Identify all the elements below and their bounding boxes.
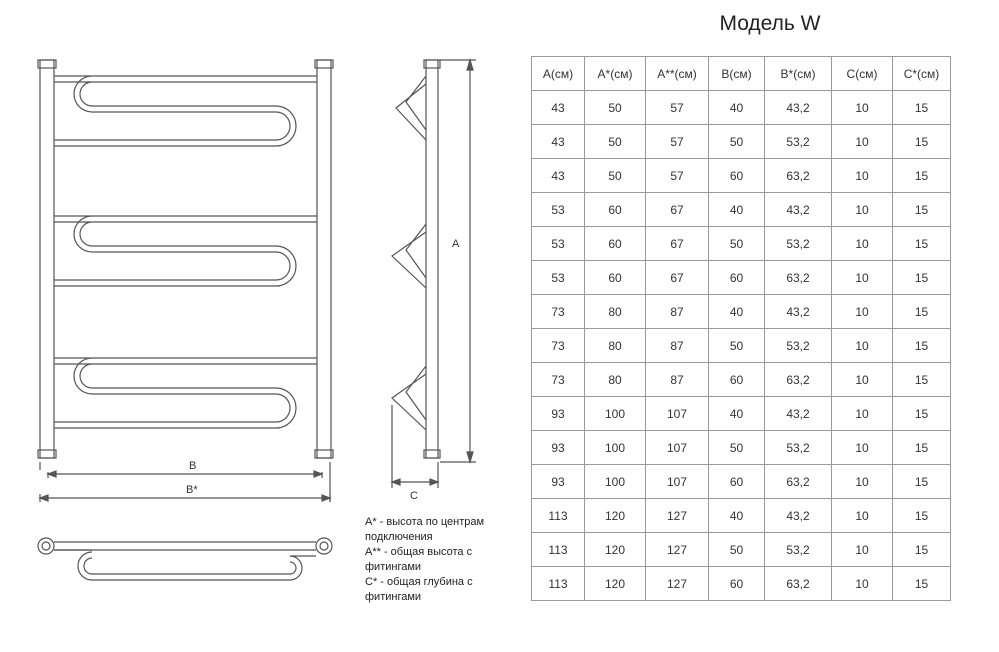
table-cell: 67	[646, 261, 709, 295]
table-cell: 50	[585, 159, 646, 193]
table-cell: 127	[646, 499, 709, 533]
table-cell: 87	[646, 295, 709, 329]
table-cell: 40	[709, 193, 765, 227]
table-cell: 43,2	[765, 397, 832, 431]
table-cell: 15	[893, 329, 951, 363]
table-cell: 57	[646, 91, 709, 125]
table-cell: 63,2	[765, 465, 832, 499]
table-cell: 53,2	[765, 125, 832, 159]
header-c: С(см)	[832, 57, 893, 91]
table-cell: 10	[832, 91, 893, 125]
table-cell: 15	[893, 397, 951, 431]
table-row	[532, 329, 951, 363]
table-cell: 43	[532, 125, 585, 159]
table-cell: 100	[585, 397, 646, 431]
table-cell: 63,2	[765, 159, 832, 193]
table-cell: 10	[832, 533, 893, 567]
table-cell: 50	[709, 533, 765, 567]
table-cell: 53	[532, 193, 585, 227]
table-row	[532, 465, 951, 499]
header-b: В(см)	[709, 57, 765, 91]
table-cell: 10	[832, 431, 893, 465]
table-cell: 15	[893, 363, 951, 397]
table-cell: 107	[646, 465, 709, 499]
table-cell: 63,2	[765, 261, 832, 295]
table-cell: 50	[709, 329, 765, 363]
table-cell: 10	[832, 125, 893, 159]
top-view-drawing	[38, 538, 332, 580]
table-cell: 40	[709, 499, 765, 533]
table-cell: 107	[646, 431, 709, 465]
table-cell: 93	[532, 431, 585, 465]
table-row	[532, 363, 951, 397]
table-cell: 60	[709, 363, 765, 397]
table-cell: 63,2	[765, 363, 832, 397]
table-body	[532, 91, 951, 601]
header-a-star: А*(см)	[585, 57, 646, 91]
table-row	[532, 261, 951, 295]
table-cell: 10	[832, 261, 893, 295]
table-cell: 87	[646, 363, 709, 397]
page-title: Модель W	[719, 12, 821, 35]
front-view-drawing	[38, 60, 333, 502]
table-cell: 57	[646, 125, 709, 159]
header-a-double-star: А**(см)	[646, 57, 709, 91]
table-cell: 127	[646, 533, 709, 567]
header-b-star: В*(см)	[765, 57, 832, 91]
table-cell: 10	[832, 329, 893, 363]
table-cell: 50	[709, 227, 765, 261]
table-cell: 50	[709, 431, 765, 465]
dimension-label-b: B	[189, 460, 197, 472]
table-row	[532, 431, 951, 465]
table-cell: 15	[893, 91, 951, 125]
table-cell: 60	[585, 227, 646, 261]
table-cell: 80	[585, 295, 646, 329]
table-cell: 10	[832, 295, 893, 329]
table-cell: 60	[585, 261, 646, 295]
table-header-row	[532, 57, 951, 91]
dimension-notes	[365, 515, 530, 605]
table-cell: 10	[832, 227, 893, 261]
table-cell: 15	[893, 295, 951, 329]
table-cell: 60	[709, 465, 765, 499]
table-cell: 87	[646, 329, 709, 363]
table-cell: 10	[832, 465, 893, 499]
table-row	[532, 499, 951, 533]
dimension-label-c: C	[410, 490, 418, 502]
table-cell: 113	[532, 567, 585, 601]
table-cell: 60	[709, 159, 765, 193]
table-cell: 53,2	[765, 329, 832, 363]
table-cell: 43	[532, 159, 585, 193]
header-c-star: С*(см)	[893, 57, 951, 91]
table-cell: 113	[532, 499, 585, 533]
dimensions-table	[531, 56, 951, 601]
table-cell: 120	[585, 567, 646, 601]
table-cell: 10	[832, 567, 893, 601]
table-cell: 43	[532, 91, 585, 125]
table-cell: 15	[893, 567, 951, 601]
table-cell: 60	[709, 261, 765, 295]
table-cell: 93	[532, 465, 585, 499]
table-cell: 15	[893, 227, 951, 261]
table-cell: 73	[532, 295, 585, 329]
table-cell: 10	[832, 193, 893, 227]
table-cell: 15	[893, 499, 951, 533]
table-cell: 127	[646, 567, 709, 601]
table-row	[532, 193, 951, 227]
table-cell: 43,2	[765, 91, 832, 125]
table-cell: 80	[585, 363, 646, 397]
table-cell: 73	[532, 329, 585, 363]
note-line: С* - общая глубина с	[365, 576, 473, 588]
table-cell: 40	[709, 91, 765, 125]
table-cell: 113	[532, 533, 585, 567]
note-line: А* - высота по центрам	[365, 516, 485, 528]
table-row	[532, 567, 951, 601]
table-row	[532, 533, 951, 567]
table-cell: 50	[585, 125, 646, 159]
table-cell: 63,2	[765, 567, 832, 601]
table-cell: 93	[532, 397, 585, 431]
table-cell: 120	[585, 533, 646, 567]
table-cell: 57	[646, 159, 709, 193]
table-row	[532, 227, 951, 261]
note-line: фитингами	[365, 561, 422, 573]
table-cell: 15	[893, 125, 951, 159]
table-cell: 53,2	[765, 227, 832, 261]
table-cell: 10	[832, 397, 893, 431]
table-cell: 15	[893, 159, 951, 193]
table-cell: 67	[646, 227, 709, 261]
table-cell: 100	[585, 465, 646, 499]
side-view-drawing	[392, 60, 476, 488]
table-cell: 80	[585, 329, 646, 363]
table-cell: 43,2	[765, 499, 832, 533]
dimension-label-a: A	[452, 238, 460, 250]
table-row	[532, 125, 951, 159]
note-line: А** - общая высота с	[365, 546, 473, 558]
table-cell: 120	[585, 499, 646, 533]
table-cell: 10	[832, 499, 893, 533]
table-row	[532, 295, 951, 329]
dimension-label-b-star: B*	[186, 484, 198, 496]
header-a: А(см)	[532, 57, 585, 91]
table-row	[532, 397, 951, 431]
table-cell: 40	[709, 295, 765, 329]
table-cell: 50	[709, 125, 765, 159]
table-row	[532, 91, 951, 125]
table-cell: 53,2	[765, 431, 832, 465]
table-cell: 53	[532, 261, 585, 295]
table-cell: 15	[893, 261, 951, 295]
table-cell: 60	[585, 193, 646, 227]
note-line: фитингами	[365, 591, 422, 603]
table-cell: 53,2	[765, 533, 832, 567]
table-cell: 43,2	[765, 193, 832, 227]
table-cell: 10	[832, 363, 893, 397]
note-line: подключения	[365, 531, 433, 543]
table-cell: 67	[646, 193, 709, 227]
table-cell: 40	[709, 397, 765, 431]
table-cell: 100	[585, 431, 646, 465]
table-cell: 10	[832, 159, 893, 193]
table-cell: 15	[893, 465, 951, 499]
table-cell: 60	[709, 567, 765, 601]
table-cell: 73	[532, 363, 585, 397]
table-cell: 53	[532, 227, 585, 261]
table-cell: 15	[893, 431, 951, 465]
table-row	[532, 159, 951, 193]
table-cell: 43,2	[765, 295, 832, 329]
table-cell: 15	[893, 533, 951, 567]
table-cell: 50	[585, 91, 646, 125]
table-cell: 15	[893, 193, 951, 227]
table-cell: 107	[646, 397, 709, 431]
